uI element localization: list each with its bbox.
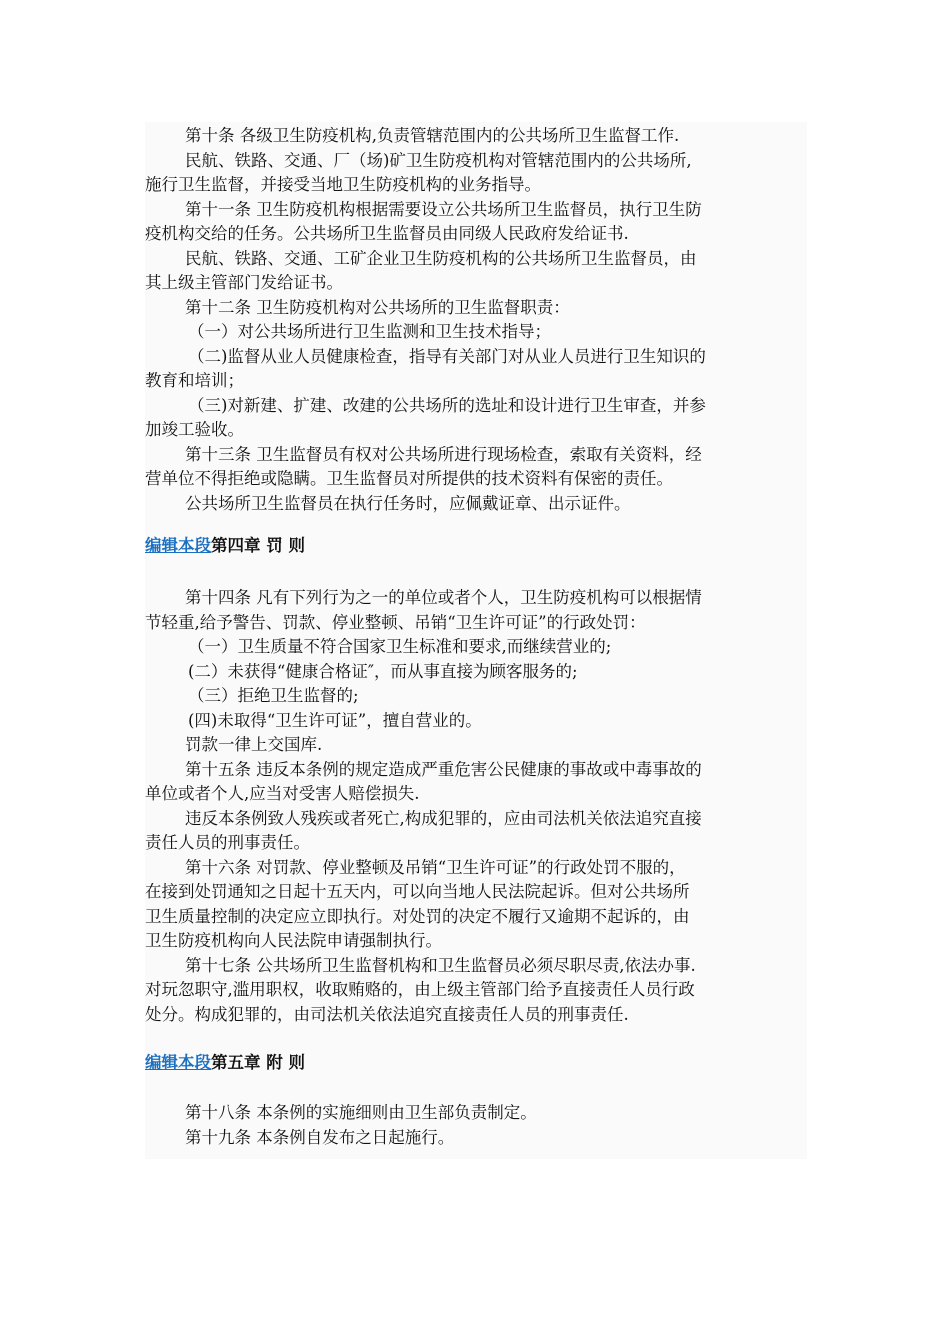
paragraph-line: 第十三条 卫生监督员有权对公共场所进行现场检查，索取有关资料，经 (185, 444, 702, 464)
paragraph-line: 加竣工验收。 (145, 420, 244, 439)
paragraph-line: 公共场所卫生监督员在执行任务时，应佩戴证章、出示证件。 (185, 493, 631, 513)
paragraph-line: 节轻重,给予警告、罚款、停业整顿、吊销“卫生许可证”的行政处罚： (145, 612, 646, 632)
paragraph-line: （一）对公共场所进行卫生监测和卫生技术指导； (188, 322, 551, 341)
paragraph-line: 第十四条 凡有下列行为之一的单位或者个人，卫生防疫机构可以根据情 (185, 588, 702, 607)
paragraph-line: 违反本条例致人残疾或者死亡,构成犯罪的，应由司法机关依法追究直接 (185, 808, 702, 828)
paragraph-line: 对玩忽职守,滥用职权，收取贿赂的，由上级主管部门给予直接责任人员行政 (145, 980, 695, 999)
edit-section-link[interactable]: 编辑本段 (145, 1053, 211, 1072)
chapter4-title: 第四章 罚 则 (211, 536, 305, 555)
paragraph-line: 第十八条 本条例的实施细则由卫生部负责制定。 (185, 1103, 537, 1122)
chapter4-body (145, 586, 807, 1027)
paragraph-line: （三）拒绝卫生监督的; (188, 686, 359, 705)
chapter4-heading (145, 534, 807, 558)
paragraph-line: （一）卫生质量不符合国家卫生标准和要求,而继续营业的; (188, 637, 612, 656)
paragraph-line: 民航、铁路、交通、厂（场)矿卫生防疫机构对管辖范围内的公共场所, (185, 150, 692, 170)
paragraph-line: 卫生防疫机构向人民法院申请强制执行。 (145, 931, 442, 950)
chapter5-body (145, 1101, 807, 1150)
paragraph-line: 卫生质量控制的决定应立即执行。对处罚的决定不履行又逾期不起诉的，由 (145, 906, 690, 926)
paragraph-line: (四)未取得“卫生许可证”，擅自营业的。 (188, 710, 482, 730)
paragraph-line: 第十条 各级卫生防疫机构,负责管辖范围内的公共场所卫生监督工作. (185, 126, 680, 145)
paragraph-line: 第十九条 本条例自发布之日起施行。 (185, 1127, 455, 1147)
paragraph-line: 教育和培训； (145, 371, 244, 390)
paragraph-line: 在接到处罚通知之日起十五天内，可以向当地人民法院起诉。但对公共场所 (145, 882, 690, 901)
paragraph-line: 施行卫生监督，并接受当地卫生防疫机构的业务指导。 (145, 175, 541, 194)
paragraph-line: 第十六条 对罚款、停业整顿及吊销“卫生许可证”的行政处罚不服的， (185, 857, 686, 877)
paragraph-line: 处分。构成犯罪的，由司法机关依法追究直接责任人员的刑事责任. (145, 1004, 629, 1024)
paragraph-line: (二）未获得“健康合格证″，而从事直接为顾客服务的; (188, 661, 578, 681)
paragraph-line: 第十五条 违反本条例的规定造成严重危害公民健康的事故或中毒事故的 (185, 759, 702, 779)
paragraph-line: （三)对新建、扩建、改建的公共场所的选址和设计进行卫生审查，并参 (188, 395, 706, 415)
paragraph-line: 第十七条 公共场所卫生监督机构和卫生监督员必须尽职尽责,依法办事. (185, 955, 696, 975)
paragraph-line: 罚款一律上交国库. (185, 735, 323, 754)
chapter5-heading (145, 1051, 807, 1075)
paragraph-line: 疫机构交给的任务。公共场所卫生监督员由同级人民政府发给证书. (145, 224, 629, 243)
edit-section-link[interactable]: 编辑本段 (145, 536, 211, 555)
document-content (145, 122, 807, 1159)
paragraph-line: （二)监督从业人员健康检查，指导有关部门对从业人员进行卫生知识的 (188, 346, 706, 366)
paragraph-line: 第十一条 卫生防疫机构根据需要设立公共场所卫生监督员，执行卫生防 (185, 199, 702, 219)
paragraph-line: 单位或者个人,应当对受害人赔偿损失. (145, 784, 420, 803)
paragraph-line: 营单位不得拒绝或隐瞒。卫生监督员对所提供的技术资料有保密的责任。 (145, 469, 673, 488)
paragraph-line: 民航、铁路、交通、工矿企业卫生防疫机构的公共场所卫生监督员，由 (185, 248, 697, 268)
paragraph-line: 其上级主管部门发给证书。 (145, 273, 343, 292)
paragraph-line: 第十二条 卫生防疫机构对公共场所的卫生监督职责： (185, 297, 570, 317)
chapter5-title: 第五章 附 则 (211, 1053, 305, 1072)
paragraph-line: 责任人员的刑事责任。 (145, 833, 310, 852)
chapter3-continued (145, 122, 807, 516)
